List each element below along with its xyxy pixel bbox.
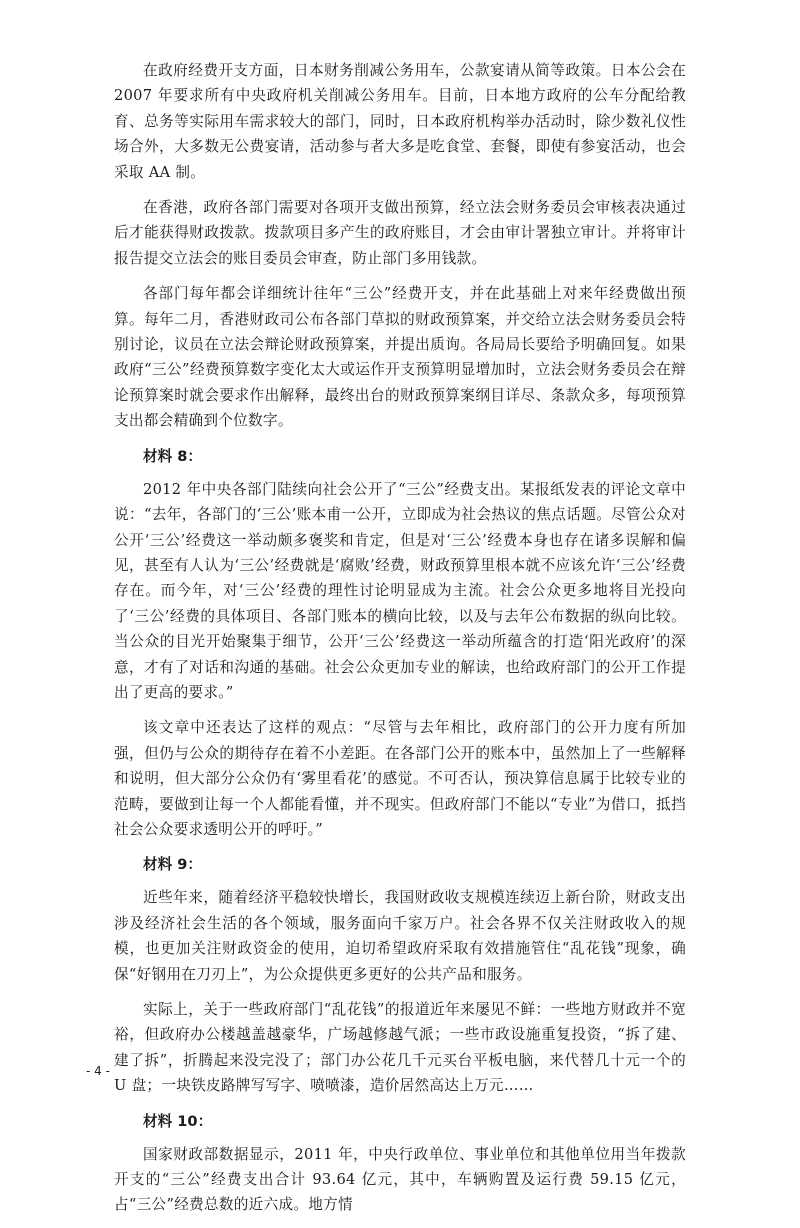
heading-material-10: 材料 10： — [143, 1112, 213, 1130]
page-number: - 4 - — [86, 1064, 110, 1078]
paragraph-japan-expenses: 在政府经费开支方面，日本财务削减公务用车，公款宴请从简等政策。日本公会在 2007 年要求所有中央政府机关削减公务用车。目前，日本地方政府的公车分配给教育、总务等实际用车需求较大的部门，同时，日本政府机构举办活动时，除少数礼仪性场合外，大多数无公费宴请，活动参与者大多是吃食堂、套餐，即使有参宴活动，也会采取 AA 制。 — [114, 62, 686, 181]
paragraph-material-9-waste: 实际上，关于一些政府部门“乱花钱”的报道近年来屡见不鲜：一些地方财政并不宽裕，但政府办公楼越盖越豪华，广场越修越气派；一些市政设施重复投资，“拆了建、建了拆”，折腾起来没完没了；部门办公花几千元买台平板电脑，来代替几十元一个的 U 盘；一块铁皮路牌写写字、喷喷漆，造价居然高达上万元…… — [114, 1001, 686, 1095]
paragraph-hongkong-budget: 在香港，政府各部门需要对各项开支做出预算，经立法会财务委员会审核表决通过后才能获得财政拨款。拨款项目多产生的政府账目，才会由审计署独立审计。并将审计报告提交立法会的账目委员会审查，防止部门多用钱款。 — [114, 199, 686, 267]
paragraph-material-10-data: 国家财政部数据显示，2011 年，中央行政单位、事业单位和其他单位用当年拨款开支的“三公”经费支出合计 93.64 亿元，其中，车辆购置及运行费 59.15 亿元，占“三公”经费总数的近六成。地方情 — [114, 1145, 686, 1214]
paragraph-hongkong-departments: 各部门每年都会详细统计往年“三公”经费开支，并在此基础上对来年经费做出预算。每年二月，香港财政司公布各部门草拟的财政预算案，并交给立法会财务委员会特别讨论，议员在立法会辩论财政预算案，并提出质询。各局局长要给予明确回复。如果政府“三公”经费预算数字变化太大或运作开支预算明显增加时，立法会财务委员会在辩论预算案时就会要求作出解释，最终出台的财政预算案纲目详尽、条款众多，每项预算支出都会精确到个位数字。 — [114, 285, 686, 430]
heading-material-9: 材料 9： — [143, 856, 203, 874]
heading-material-8: 材料 8： — [143, 447, 203, 465]
paragraph-material-9-fiscal: 近些年来，随着经济平稳较快增长，我国财政收支规模连续迈上新台阶，财政支出涉及经济社会生活的各个领域，服务面向千家万户。社会各界不仅关注财政收入的规模，也更加关注财政资金的使用，迫切希望政府采取有效措施管住“乱花钱”现象，确保“好钢用在刀刃上”，为公众提供更多更好的公共产品和服务。 — [114, 889, 686, 983]
document-body — [114, 58, 686, 1228]
paragraph-material-8-commentary: 2012 年中央各部门陆续向社会公开了“三公”经费支出。某报纸发表的评论文章中说：“去年，各部门的‘三公’账本甫一公开，立即成为社会热议的焦点话题。尽管公众对公开‘三公’经费这一举动颇多褒奖和肯定，但是对‘三公’经费本身也存在诸多误解和偏见，甚至有人认为‘三公’经费就是‘腐败’经费，财政预算里根本就不应该允许‘三公’经费存在。而今年，对‘三公’经费的理性讨论明显成为主流。社会公众更多地将目光投向了‘三公’经费的具体项目、各部门账本的横向比较，以及与去年公布数据的纵向比较。当公众的目光开始聚集于细节，公开‘三公’经费这一举动所蕴含的打造‘阳光政府’的深意，才有了对话和沟通的基础。社会公众更加专业的解读，也给政府部门的公开工作提出了更高的要求。” — [114, 480, 686, 701]
paragraph-material-8-viewpoint: 该文章中还表达了这样的观点：“尽管与去年相比，政府部门的公开力度有所加强，但仍与公众的期待存在着不小差距。在各部门公开的账本中，虽然加上了一些解释和说明，但大部分公众仍有‘雾里看花’的感觉。不可否认，预决算信息属于比较专业的范畴，要做到让每一个人都能看懂，并不现实。但政府部门不能以“专业”为借口，抵挡社会公众要求透明公开的呼吁。” — [114, 719, 686, 838]
